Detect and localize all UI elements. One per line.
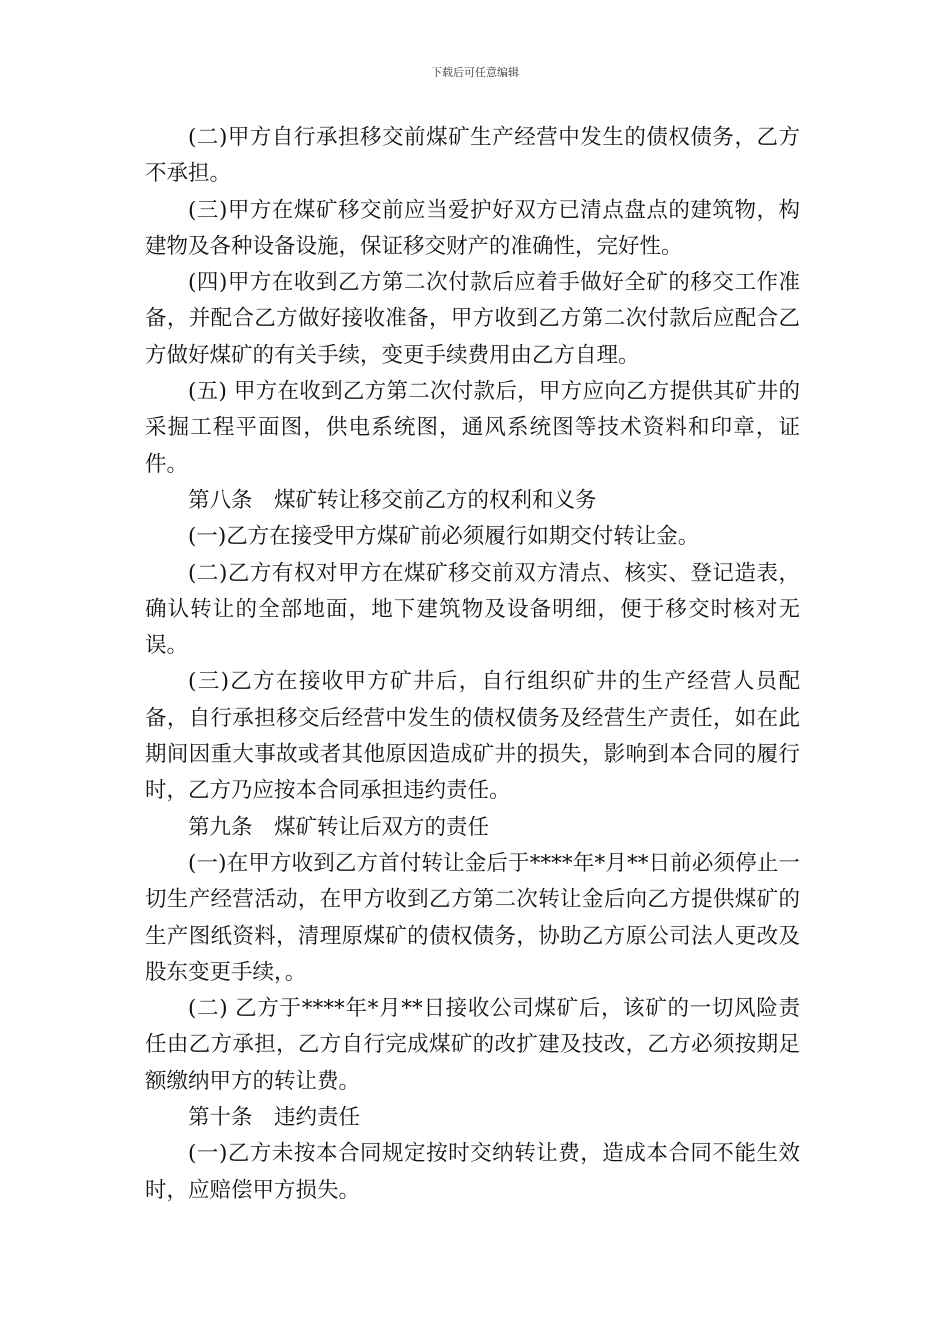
paragraph-article9-clause-2: (二) 乙方于****年*月**日接收公司煤矿后，该矿的一切风险责任由乙方承担，乙方自行完成煤矿的改扩建及技改，乙方必须按期足额缴纳甲方的转让费。: [145, 996, 800, 1094]
paragraph-article10-clause-1: (一)乙方未按本合同规定按时交纳转让费，造成本合同不能生效时，应赔偿甲方损失。: [145, 1141, 800, 1203]
page-header: 下载后可任意编辑: [431, 66, 519, 79]
paragraph-article8-clause-1: (一)乙方在接受甲方煤矿前必须履行如期交付转让金。: [188, 524, 700, 550]
article-heading-8: 第八条 煤矿转让移交前乙方的权利和义务: [188, 487, 597, 513]
paragraph-article8-clause-2: (二)乙方有权对甲方在煤矿移交前双方清点、核实、登记造表，确认转让的全部地面，地下建筑物及设备明细，便于移交时核对无误。: [145, 560, 800, 659]
document-body: [145, 120, 800, 1209]
paragraph-clause-4: (四)甲方在收到乙方第二次付款后应着手做好全矿的移交工作准备，并配合乙方做好接收准备，甲方收到乙方第二次付款后应配合乙方做好煤矿的有关手续，变更手续费用由乙方自理。: [145, 270, 800, 368]
article-heading-10: 第十条 违约责任: [188, 1105, 361, 1131]
paragraph-clause-5: (五) 甲方在收到乙方第二次付款后，甲方应向乙方提供其矿井的采掘工程平面图，供电系统图，通风系统图等技术资料和印章，证件。: [145, 379, 800, 477]
paragraph-article9-clause-1: (一)在甲方收到乙方首付转让金后于****年*月**日前必须停止一切生产经营活动，在甲方收到乙方第二次转让金后向乙方提供煤矿的生产图纸资料，清理原煤矿的债权债务，协助乙方原公司法人更改及股东变更手续，。: [145, 850, 800, 985]
paragraph-article8-clause-3: (三)乙方在接收甲方矿井后，自行组织矿井的生产经营人员配备，自行承担移交后经营中发生的债权债务及经营生产责任，如在此期间因重大事故或者其他原因造成矿井的损失，影响到本合同的履行时，乙方乃应按本合同承担违约责任。: [145, 669, 800, 804]
paragraph-clause-3: (三)甲方在煤矿移交前应当爱护好双方已清点盘点的建筑物，构建物及各种设备设施，保证移交财产的准确性，完好性。: [145, 197, 800, 259]
article-heading-9: 第九条 煤矿转让后双方的责任: [188, 814, 490, 840]
paragraph-clause-2: (二)甲方自行承担移交前煤矿生产经营中发生的债权债务，乙方不承担。: [145, 125, 800, 187]
